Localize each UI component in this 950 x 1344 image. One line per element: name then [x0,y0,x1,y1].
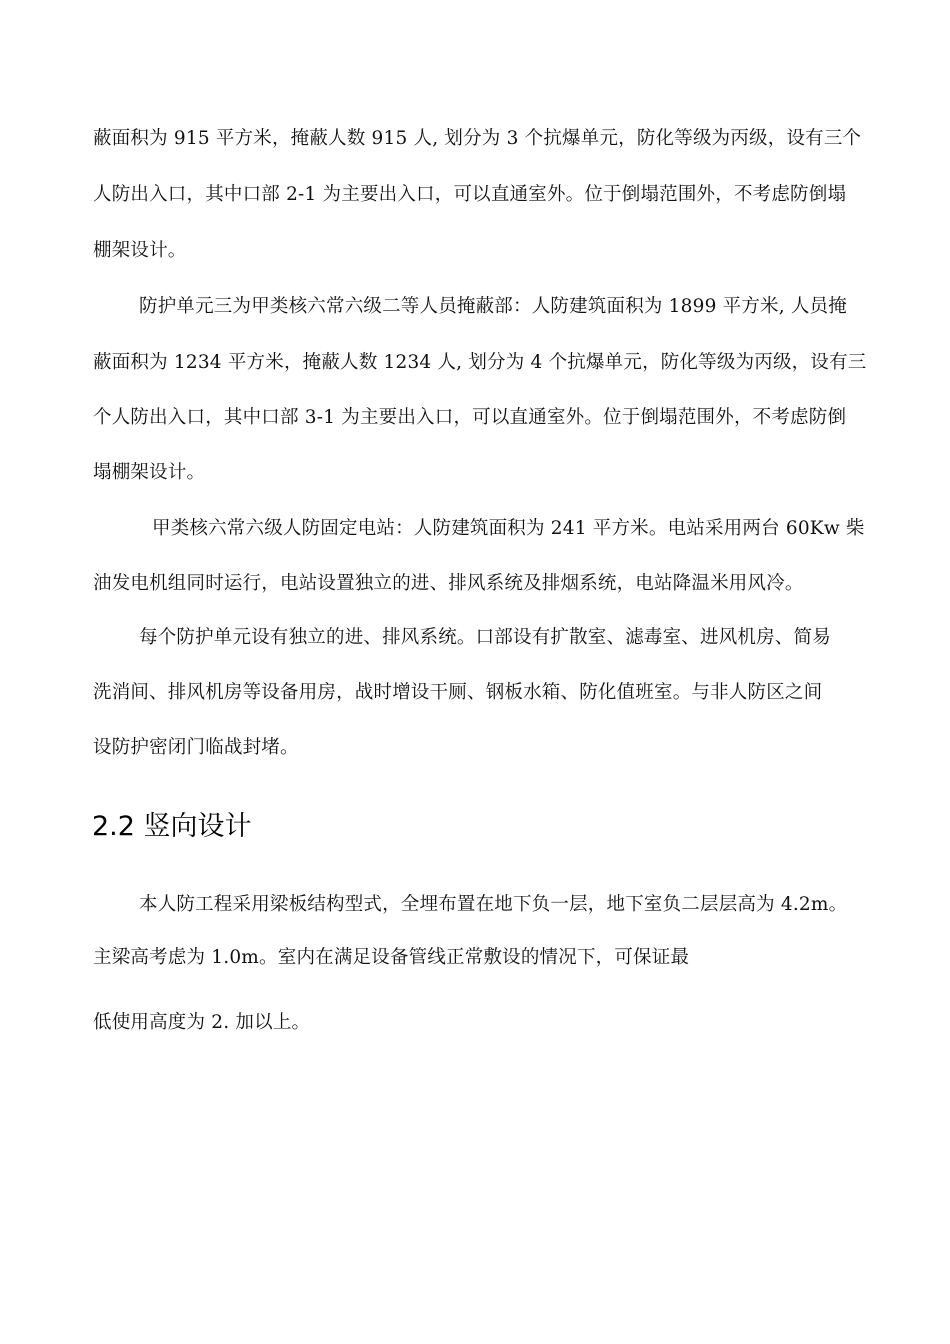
paragraph-3-line-2: 油发电机组同时运行，电站设置独立的进、排风系统及排烟系统，电站降温米用风冷。 [93,573,804,594]
section-paragraph-1-line-1: 本人防工程采用梁板结构型式，全埋布置在地下负一层，地下室负二层层高为 4.2m。 [139,894,848,915]
paragraph-1-line-1: 蔽面积为 915 平方米，掩蔽人数 915 人, 划分为 3 个抗爆单元，防化等级为丙级，设有三个 [93,128,862,149]
paragraph-3-line-1: 甲类核六常六级人防固定电站：人防建筑面积为 241 平方米。电站采用两台 60Kw 柴 [152,518,865,539]
section-paragraph-1-line-2: 主梁高考虑为 1.0m。室内在满足设备管线正常敷设的情况下，可保证最 [93,947,690,968]
paragraph-4-line-3: 设防护密闭门临战封堵。 [93,737,299,758]
paragraph-2-line-4: 塌棚架设计。 [93,462,206,483]
paragraph-2-line-3: 个人防出入口，其中口部 3-1 为主要出入口，可以直通室外。位于倒塌范围外，不考虑防倒 [93,407,847,428]
paragraph-4-line-1: 每个防护单元设有独立的进、排风系统。口部设有扩散室、滤毒室、进风机房、简易 [139,627,831,648]
paragraph-2-line-2: 蔽面积为 1234 平方米，掩蔽人数 1234 人, 划分为 4 个抗爆单元，防化等级为丙级，设有三 [93,352,867,373]
paragraph-4-line-2: 洗消间、排风机房等设备用房，战时增设干厕、钢板水箱、防化值班室。与非人防区之间 [93,682,823,703]
paragraph-1-line-2: 人防出入口，其中口部 2-1 为主要出入口，可以直通室外。位于倒塌范围外，不考虑防倒塌 [93,184,847,205]
paragraph-2-line-1: 防护单元三为甲类核六常六级二等人员掩蔽部：人防建筑面积为 1899 平方米, 人员掩 [139,296,848,317]
paragraph-1-line-3: 棚架设计。 [93,240,187,261]
section-paragraph-2-line-1: 低使用高度为 2. 加以上。 [93,1012,311,1033]
section-heading: 2.2 竖向设计 [92,811,252,842]
